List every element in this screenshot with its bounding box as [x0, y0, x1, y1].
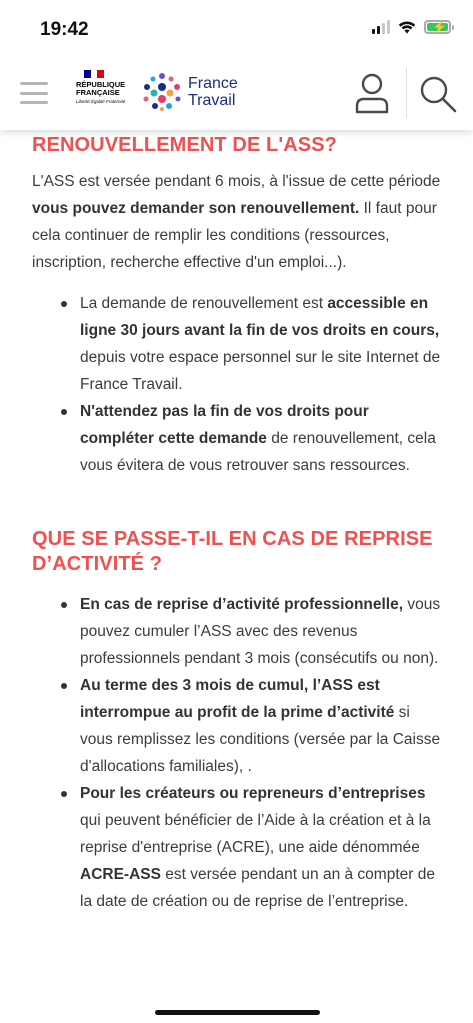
text-span: de renouvellement, cela vous évitera de vous retrouver sans ressources. — [80, 430, 436, 474]
text-span: L'ASS est versée pendant 6 mois, à l'issue de cette période — [32, 173, 441, 190]
france-travail-logo[interactable] — [142, 72, 238, 112]
cellular-signal-icon — [372, 20, 390, 34]
section-renouvellement — [32, 108, 443, 479]
bold-span: Pour les créateurs ou repreneurs d’entreprises — [80, 785, 426, 802]
list-item — [32, 290, 443, 398]
bold-span: vous pouvez demander son renouvellement. — [32, 200, 360, 217]
hamburger-icon-bar — [20, 82, 48, 85]
wifi-icon — [398, 20, 416, 34]
bold-span: ACRE-ASS — [80, 866, 161, 883]
search-icon[interactable] — [418, 74, 458, 114]
status-icons — [372, 20, 451, 34]
text-span: La demande de renouvellement est — [80, 295, 328, 312]
paragraph-renouvellement — [32, 168, 443, 276]
hamburger-icon-bar — [20, 101, 48, 104]
republic-motto: Liberté Égalité Fraternité — [76, 99, 126, 104]
home-indicator[interactable] — [155, 1010, 320, 1015]
menu-button[interactable] — [20, 82, 48, 104]
user-account-icon[interactable] — [354, 72, 390, 114]
text-span: qui peuvent bénéficier de l’Aide à la création et à la reprise d'entreprise (ACRE), une aide dénommée — [80, 812, 431, 856]
header-divider — [406, 68, 407, 118]
hamburger-icon-bar — [20, 92, 48, 95]
text-span: est versée pendant un an à compter de la date de création ou de reprise de l’entreprise. — [80, 866, 435, 910]
bold-span: N'attendez pas la fin de vos droits pour compléter cette demande — [80, 403, 369, 447]
list-item — [32, 672, 443, 780]
bold-span: En cas de reprise d’activité professionnelle, — [80, 596, 404, 613]
text-span: Il faut pour cela continuer de remplir les conditions (ressources, inscription, recherche effective d'un emploi...). — [32, 200, 437, 271]
text-span: si vous remplissez les conditions (versée par la Caisse d'allocations familiales), . — [80, 704, 441, 775]
heading-visible: RENOUVELLEMENT DE L'ASS? — [32, 134, 337, 156]
text-span: vous pouvez cumuler l’ASS avec des revenus professionnels pendant 3 mois (consécutifs ou non). — [80, 596, 441, 667]
bold-span: accessible en ligne 30 jours avant la fin de vos droits en cours, — [80, 295, 440, 339]
article-content — [0, 108, 473, 915]
bullet-list-renouvellement — [32, 290, 443, 479]
status-time: 19:42 — [40, 19, 89, 40]
france-travail-wordmark — [188, 75, 238, 109]
status-bar — [0, 0, 473, 58]
section-heading-reprise-activite: QUE SE PASSE-T-IL EN CAS DE REPRISE D’ACTIVITÉ ? — [32, 528, 433, 575]
battery-charging-icon: ⚡ — [424, 20, 451, 34]
text-span: depuis votre espace personnel sur le site Internet de France Travail. — [80, 349, 441, 393]
list-item — [32, 591, 443, 672]
france-travail-dots-icon — [142, 72, 182, 112]
brand-line1: France — [188, 75, 238, 92]
republic-name-line2: FRANÇAISE — [76, 88, 120, 97]
french-flag-icon — [84, 70, 104, 78]
brand-line2: Travail — [188, 92, 236, 109]
republic-name-line1: RÉPUBLIQUE — [76, 80, 126, 89]
site-header — [0, 58, 473, 130]
republique-francaise-logo[interactable] — [76, 70, 132, 104]
list-item — [32, 780, 443, 915]
list-item — [32, 398, 443, 479]
section-reprise-activite — [32, 527, 443, 915]
bullet-list-reprise-activite — [32, 591, 443, 915]
bold-span: Au terme des 3 mois de cumul, l’ASS est interrompue au profit de la prime d’activité — [80, 677, 395, 721]
